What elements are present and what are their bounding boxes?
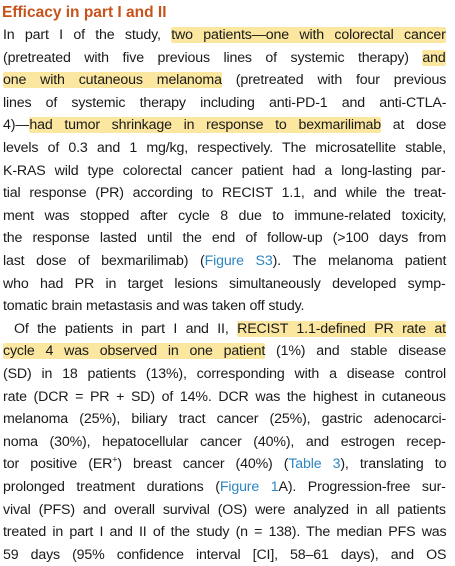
text-line: [3, 160, 446, 183]
text-segment: (pretreated with four previous: [221, 72, 447, 89]
highlighted-text: one with cutaneous melanoma: [3, 72, 222, 89]
text-segment: tial response (PR) according to RECIST 1.1, and while the treat-: [3, 185, 447, 202]
text-line: [3, 137, 446, 160]
text-segment: (1%) and stable disease: [265, 343, 447, 360]
text-segment: rate (DCR = PR + SD) of 14%. DCR was the highest in cutaneous: [3, 388, 446, 405]
text-segment: ), translating to: [340, 456, 447, 473]
highlighted-text: RECIST 1.1-defined PR rate at: [237, 320, 446, 337]
highlighted-text: and: [422, 49, 446, 66]
text-segment: noma (30%), hepatocellular cancer (40%), and estrogen recep-: [3, 433, 446, 450]
text-line: [14, 318, 446, 341]
text-line: [3, 47, 446, 70]
text-line: [3, 431, 446, 454]
text-line: [3, 408, 446, 431]
text-line: [3, 69, 446, 92]
text-segment: 4)—: [3, 117, 30, 134]
text-line: [3, 92, 446, 115]
text-segment: melanoma (25%), biliary tract cancer (25%), gastric adenocarci-: [3, 411, 447, 428]
text-segment: lines of systemic therapy including anti-PD-1 and anti-CTLA-: [3, 94, 447, 111]
text-segment: at dose: [381, 117, 447, 134]
text-line: [3, 386, 446, 409]
highlighted-text: had tumor shrinkage in response to bexmarilimab: [29, 117, 382, 134]
text-line: [3, 250, 446, 273]
text-line: [3, 182, 446, 205]
text-line: [3, 340, 446, 363]
text-segment: (pretreated with five previous lines of systemic therapy): [3, 49, 423, 66]
text-segment: the response lasted until the end of follow-up (>100 days from: [3, 230, 447, 247]
text-segment: prolonged treatment durations (: [3, 479, 220, 495]
text-line: [3, 476, 446, 499]
text-segment: tor positive (ER: [3, 456, 113, 473]
text-line: [3, 544, 446, 566]
text-segment: vival (PFS) and overall survival (OS) were analyzed in all patients: [3, 501, 446, 518]
text-segment: A). Progression-free sur-: [278, 479, 446, 495]
text-segment: K-RAS wild type colorectal cancer patient had a long-lasting par-: [3, 162, 446, 179]
text-segment: In part I of the study,: [3, 27, 172, 43]
text-line: [3, 295, 304, 318]
text-segment: ). The melanoma patient: [272, 253, 447, 269]
text-segment: levels of 0.3 and 1 mg/kg, respectively. The microsatellite stable,: [3, 140, 446, 156]
text-segment: (SD) in 18 patients (13%), corresponding with a disease control: [3, 366, 447, 382]
text-line: [3, 499, 446, 522]
text-segment: tomatic brain metastasis and was taken off study.: [3, 298, 305, 315]
text-segment: Of the patients in part I and II,: [14, 320, 238, 337]
text-segment: ) breast cancer (40%) (: [117, 456, 289, 473]
reference-link[interactable]: Figure 1: [219, 479, 279, 495]
text-line: [3, 453, 446, 476]
reference-link[interactable]: Figure S3: [204, 253, 273, 269]
text-segment: last dose of bexmarilimab) (: [3, 253, 205, 269]
text-line: [3, 521, 446, 544]
text-line: [3, 114, 446, 137]
highlighted-text: cycle 4 was observed in one patient: [3, 343, 266, 360]
text-segment: 59 days (95% confidence interval [CI], 58–61 days), and OS: [3, 546, 447, 563]
text-segment: who had PR in target lesions simultaneously developed symp-: [3, 275, 446, 292]
text-line: [3, 273, 446, 296]
text-line: [3, 205, 446, 228]
text-segment: treated in part I and II of the study (n = 138). The median PFS was: [3, 524, 447, 541]
superscript: +: [112, 454, 118, 465]
section-heading: Efficacy in part I and II: [2, 4, 167, 21]
text-line: [3, 24, 446, 47]
reference-link[interactable]: Table 3: [288, 456, 341, 473]
highlighted-text: two patients—one with colorectal cancer: [171, 27, 446, 43]
text-segment: ment was stopped after cycle 8 due to immune-related toxicity,: [3, 207, 447, 224]
text-line: [3, 363, 446, 386]
text-line: [3, 227, 446, 250]
